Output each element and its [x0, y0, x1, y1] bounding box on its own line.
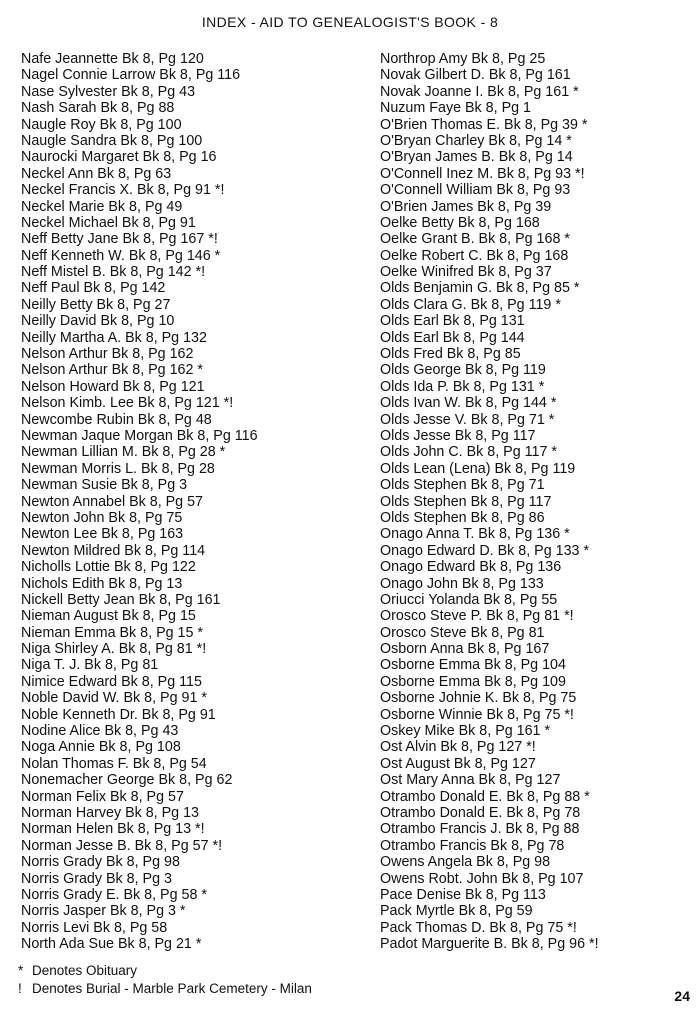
index-entry: Owens Angela Bk 8, Pg 98	[380, 854, 551, 871]
index-entry: Nelson Howard Bk 8, Pg 121	[21, 378, 205, 395]
index-entry: Oriucci Yolanda Bk 8, Pg 55	[380, 591, 558, 608]
index-entry: Naurocki Margaret Bk 8, Pg 16	[21, 149, 217, 166]
index-entry: Newman Lillian M. Bk 8, Pg 28 *	[21, 444, 226, 461]
index-entry: Olds Stephen Bk 8, Pg 71	[380, 477, 545, 494]
index-entry: Olds Benjamin G. Bk 8, Pg 85 *	[380, 280, 580, 297]
index-entry: Norman Harvey Bk 8, Pg 13	[21, 804, 199, 821]
index-entry: Norman Jesse B. Bk 8, Pg 57 *!	[21, 837, 223, 854]
index-entry: Norman Helen Bk 8, Pg 13 *!	[21, 821, 205, 838]
index-entry: O'Brien Thomas E. Bk 8, Pg 39 *	[380, 116, 588, 133]
index-entry: Pace Denise Bk 8, Pg 113	[380, 886, 546, 903]
legend-burial	[18, 980, 312, 998]
index-entry: Norris Jasper Bk 8, Pg 3 *	[21, 903, 186, 920]
index-entry: Nicholls Lottie Bk 8, Pg 122	[21, 559, 196, 576]
legend-symbol: *	[18, 963, 24, 978]
index-entry: Orosco Steve Bk 8, Pg 81	[380, 624, 545, 641]
index-entry: Pack Thomas D. Bk 8, Pg 75 *!	[380, 919, 577, 936]
index-column-right	[380, 51, 695, 952]
legend-obituary	[18, 962, 312, 980]
index-entry: Olds Clara G. Bk 8, Pg 119 *	[380, 296, 561, 313]
index-entry: Neff Kenneth W. Bk 8, Pg 146 *	[21, 247, 221, 264]
index-entry: Oelke Robert C. Bk 8, Pg 168	[380, 247, 569, 264]
index-column-left	[21, 51, 366, 952]
index-entry: Nieman Emma Bk 8, Pg 15 *	[21, 624, 203, 641]
index-entry: Onago Edward D. Bk 8, Pg 133 *	[380, 542, 590, 559]
index-entry: Nelson Kimb. Lee Bk 8, Pg 121 *!	[21, 395, 234, 412]
index-entry: Olds George Bk 8, Pg 119	[380, 362, 546, 379]
index-entry: Onago Edward Bk 8, Pg 136	[380, 559, 562, 576]
index-entry: Newton John Bk 8, Pg 75	[21, 509, 183, 526]
index-entry: Nase Sylvester Bk 8, Pg 43	[21, 83, 196, 100]
index-entry: O'Connell William Bk 8, Pg 93	[380, 182, 571, 199]
legend-symbol: !	[18, 981, 22, 996]
index-entry: Nodine Alice Bk 8, Pg 43	[21, 723, 179, 740]
index-entry: Niga T. J. Bk 8, Pg 81	[21, 657, 159, 674]
index-entry: Newman Susie Bk 8, Pg 3	[21, 477, 188, 494]
index-entry: Newton Mildred Bk 8, Pg 114	[21, 542, 206, 559]
index-entry: Nash Sarah Bk 8, Pg 88	[21, 100, 175, 117]
index-entry: O'Connell Inez M. Bk 8, Pg 93 *!	[380, 165, 585, 182]
index-entry: Orosco Steve P. Bk 8, Pg 81 *!	[380, 608, 574, 625]
index-entry: Novak Joanne I. Bk 8, Pg 161 *	[380, 83, 579, 100]
index-entry: Noble David W. Bk 8, Pg 91 *	[21, 690, 207, 707]
index-entry: Newman Jaque Morgan Bk 8, Pg 116	[21, 427, 258, 444]
index-entry: Nichols Edith Bk 8, Pg 13	[21, 575, 183, 592]
index-entry: Olds Ivan W. Bk 8, Pg 144 *	[380, 395, 557, 412]
index-entry: Nimice Edward Bk 8, Pg 115	[21, 673, 202, 690]
page-number: 24	[674, 988, 690, 1004]
index-entry: Padot Marguerite B. Bk 8, Pg 96 *!	[380, 936, 599, 953]
index-entry: Owens Robt. John Bk 8, Pg 107	[380, 870, 584, 887]
page-title: INDEX - AID TO GENEALOGIST'S BOOK - 8	[201, 14, 499, 30]
index-entry: Onago John Bk 8, Pg 133	[380, 575, 544, 592]
index-entry: Neilly Betty Bk 8, Pg 27	[21, 296, 171, 313]
index-entry: Nelson Arthur Bk 8, Pg 162	[21, 346, 194, 363]
index-entry: Olds John C. Bk 8, Pg 117 *	[380, 444, 557, 461]
index-entry: Olds Stephen Bk 8, Pg 117	[380, 493, 552, 510]
index-entry: Neckel Ann Bk 8, Pg 63	[21, 165, 172, 182]
index-entry: Neff Betty Jane Bk 8, Pg 167 *!	[21, 231, 218, 248]
index-entry: Nuzum Faye Bk 8, Pg 1	[380, 100, 531, 117]
index-entry: Nieman August Bk 8, Pg 15	[21, 608, 196, 625]
index-entry: Noble Kenneth Dr. Bk 8, Pg 91	[21, 706, 216, 723]
index-entry: Nelson Arthur Bk 8, Pg 162 *	[21, 362, 203, 379]
index-entry: Newman Morris L. Bk 8, Pg 28	[21, 460, 215, 477]
index-entry: O'Bryan James B. Bk 8, Pg 14	[380, 149, 573, 166]
index-entry: Neckel Marie Bk 8, Pg 49	[21, 198, 183, 215]
index-entry: Nonemacher George Bk 8, Pg 62	[21, 772, 233, 789]
index-entry: Newton Lee Bk 8, Pg 163	[21, 526, 184, 543]
index-entry: Norman Felix Bk 8, Pg 57	[21, 788, 184, 805]
index-entry: Osborn Anna Bk 8, Pg 167	[380, 641, 550, 658]
index-entry: Newcombe Rubin Bk 8, Pg 48	[21, 411, 212, 428]
legend	[18, 962, 312, 998]
index-entry: Olds Fred Bk 8, Pg 85	[380, 346, 521, 363]
index-entry: Norris Grady Bk 8, Pg 98	[21, 854, 180, 871]
index-entry: Neckel Francis X. Bk 8, Pg 91 *!	[21, 182, 225, 199]
index-entry: Oelke Grant B. Bk 8, Pg 168 *	[380, 231, 570, 248]
index-entry: Osborne Emma Bk 8, Pg 109	[380, 673, 566, 690]
index-entry: Nickell Betty Jean Bk 8, Pg 161	[21, 591, 221, 608]
index-entry: Ost August Bk 8, Pg 127	[380, 755, 536, 772]
index-entry: Pack Myrtle Bk 8, Pg 59	[380, 903, 533, 920]
index-entry: North Ada Sue Bk 8, Pg 21 *	[21, 936, 202, 953]
index-entry: Oelke Betty Bk 8, Pg 168	[380, 214, 540, 231]
index-entry: Nolan Thomas F. Bk 8, Pg 54	[21, 755, 207, 772]
index-entry: Neilly Martha A. Bk 8, Pg 132	[21, 329, 207, 346]
index-entry: Nagel Connie Larrow Bk 8, Pg 116	[21, 67, 241, 84]
index-entry: Ost Alvin Bk 8, Pg 127 *!	[380, 739, 536, 756]
index-entry: Norris Levi Bk 8, Pg 58	[21, 919, 168, 936]
index-entry: Otrambo Donald E. Bk 8, Pg 88 *	[380, 788, 590, 805]
index-entry: Neff Paul Bk 8, Pg 142	[21, 280, 166, 297]
index-entry: Ost Mary Anna Bk 8, Pg 127	[380, 772, 561, 789]
index-entry: Onago Anna T. Bk 8, Pg 136 *	[380, 526, 570, 543]
index-entry: Norris Grady Bk 8, Pg 3	[21, 870, 172, 887]
index-entry: Newton Annabel Bk 8, Pg 57	[21, 493, 204, 510]
index-entry: Osborne Winnie Bk 8, Pg 75 *!	[380, 706, 574, 723]
index-entry: Otrambo Francis Bk 8, Pg 78	[380, 837, 565, 854]
index-entry: Olds Jesse V. Bk 8, Pg 71 *	[380, 411, 555, 428]
index-entry: Otrambo Donald E. Bk 8, Pg 78	[380, 804, 581, 821]
legend-text: Denotes Obituary	[32, 963, 138, 978]
index-entry: O'Bryan Charley Bk 8, Pg 14 *	[380, 132, 572, 149]
index-entry: O'Brien James Bk 8, Pg 39	[380, 198, 552, 215]
index-entry: Northrop Amy Bk 8, Pg 25	[380, 51, 546, 67]
index-entry: Osborne Emma Bk 8, Pg 104	[380, 657, 566, 674]
index-entry: Nafe Jeannette Bk 8, Pg 120	[21, 51, 204, 67]
index-entry: Otrambo Francis J. Bk 8, Pg 88	[380, 821, 580, 838]
index-entry: Naugle Sandra Bk 8, Pg 100	[21, 132, 203, 149]
index-entry: Olds Lean (Lena) Bk 8, Pg 119	[380, 460, 576, 477]
index-entry: Osborne Johnie K. Bk 8, Pg 75	[380, 690, 577, 707]
legend-text: Denotes Burial - Marble Park Cemetery - Milan	[32, 981, 312, 996]
index-entry: Niga Shirley A. Bk 8, Pg 81 *!	[21, 641, 207, 658]
index-entry: Olds Stephen Bk 8, Pg 86	[380, 509, 545, 526]
index-entry: Neilly David Bk 8, Pg 10	[21, 313, 175, 330]
index-entry: Neff Mistel B. Bk 8, Pg 142 *!	[21, 264, 206, 281]
index-entry: Neckel Michael Bk 8, Pg 91	[21, 214, 196, 231]
index-entry: Olds Jesse Bk 8, Pg 117	[380, 427, 536, 444]
index-entry: Novak Gilbert D. Bk 8, Pg 161	[380, 67, 571, 84]
index-entry: Olds Ida P. Bk 8, Pg 131 *	[380, 378, 545, 395]
index-entry: Olds Earl Bk 8, Pg 144	[380, 329, 525, 346]
index-entry: Naugle Roy Bk 8, Pg 100	[21, 116, 182, 133]
index-entry: Noga Annie Bk 8, Pg 108	[21, 739, 181, 756]
index-entry: Olds Earl Bk 8, Pg 131	[380, 313, 525, 330]
index-entry: Norris Grady E. Bk 8, Pg 58 *	[21, 886, 207, 903]
index-entry: Oskey Mike Bk 8, Pg 161 *	[380, 723, 551, 740]
index-entry: Oelke Winifred Bk 8, Pg 37	[380, 264, 552, 281]
